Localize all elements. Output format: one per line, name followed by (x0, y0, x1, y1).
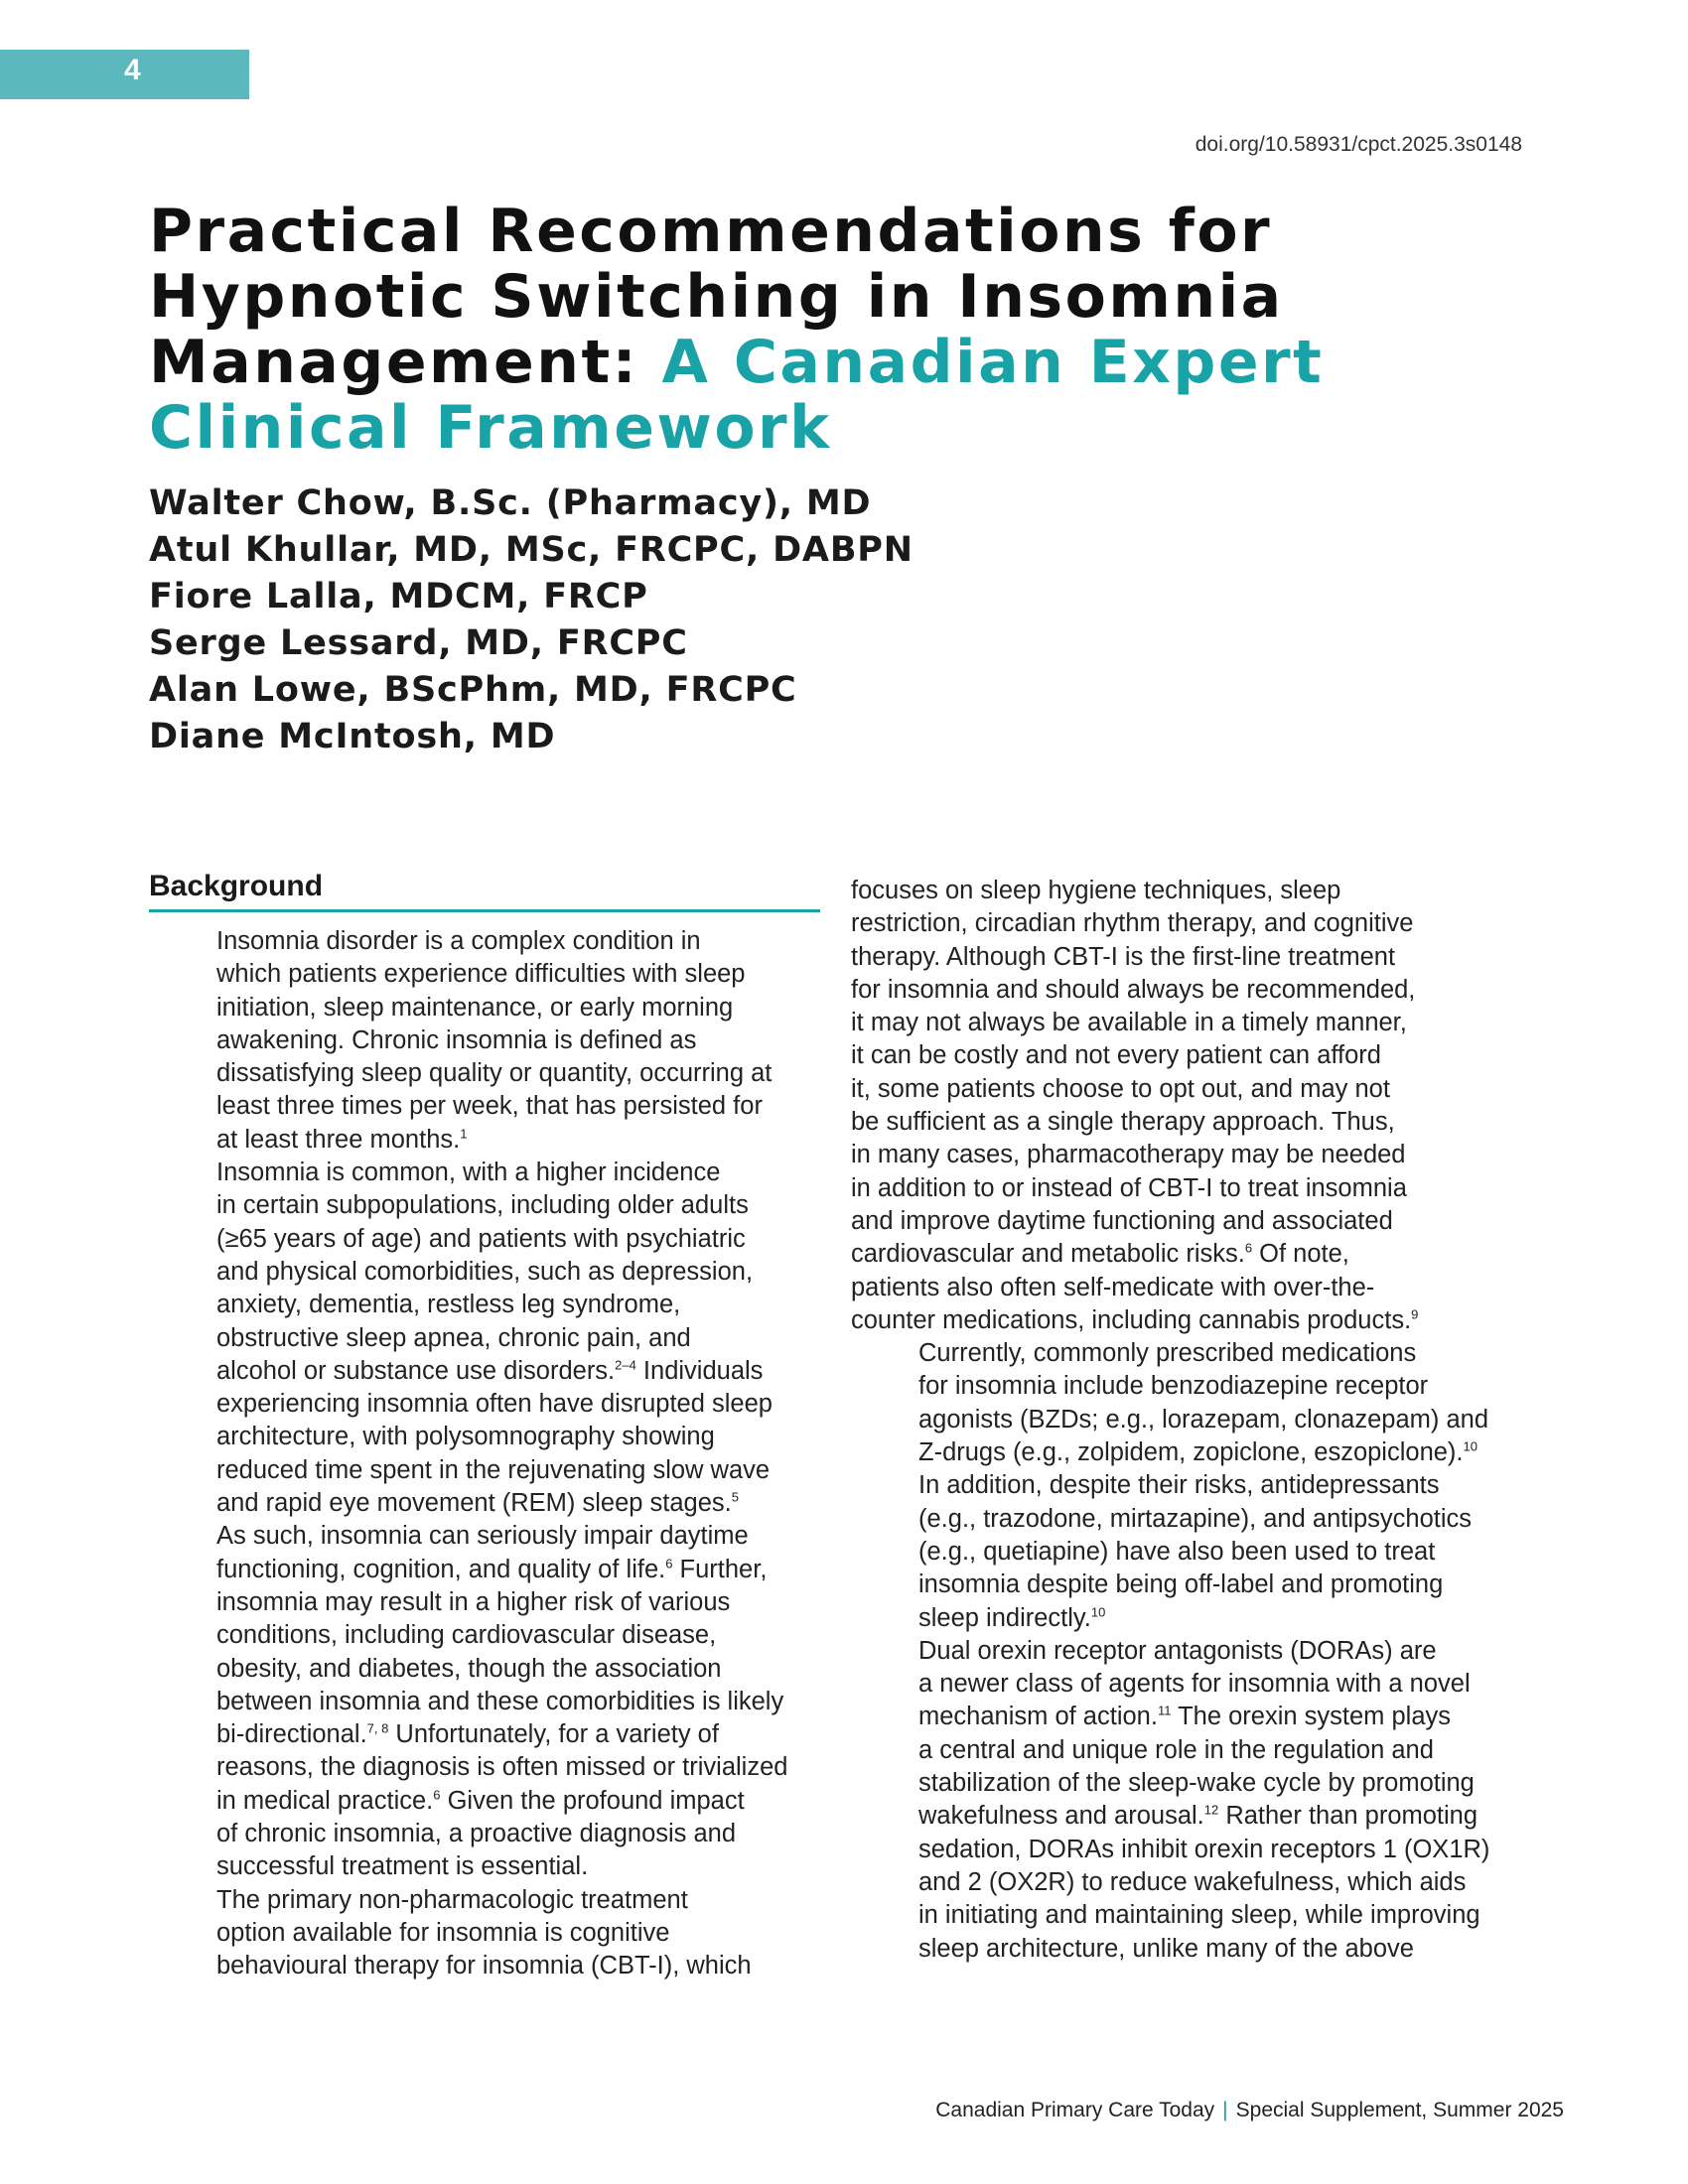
body-paragraph (149, 1157, 820, 1884)
text-line: for insomnia include benzodiazepine receptor (918, 1372, 1429, 1401)
text-line: Z-drugs (e.g., zolpidem, zopiclone, eszopiclone).$^{10}$ (918, 1438, 1477, 1467)
page-number: 4 (124, 54, 141, 86)
text-line: (≥65 years of age) and patients with psychiatric (216, 1224, 746, 1253)
body-paragraph (149, 1884, 820, 1983)
text-line: insomnia may result in a higher risk of various (216, 1587, 731, 1616)
author-name: Serge Lessard, MD, FRCPC (149, 623, 688, 663)
text-line: reasons, the diagnosis is often missed or trivialized (216, 1753, 788, 1782)
footer-separator: | (1222, 2099, 1228, 2121)
text-line: in initiating and maintaining sleep, while improving (918, 1901, 1480, 1930)
author-name: Atul Khullar, MD, MSc, FRCPC, DABPN (149, 530, 914, 570)
article-title (149, 199, 1440, 461)
citation-superscript: 6 (665, 1556, 673, 1571)
citation-superscript: 12 (1203, 1802, 1219, 1818)
text-line: obesity, and diabetes, though the association (216, 1654, 722, 1683)
body-paragraph (851, 875, 1546, 1337)
text-line: Currently, commonly prescribed medications (918, 1339, 1417, 1368)
text-line: Dual orexin receptor antagonists (DORAs) are (918, 1636, 1437, 1665)
text-line: sleep architecture, unlike many of the above (918, 1934, 1414, 1963)
title-accent: Clinical Framework (149, 393, 832, 463)
text-line: As such, insomnia can seriously impair daytime (216, 1522, 749, 1551)
text-line: least three times per week, that has persisted for (216, 1092, 763, 1121)
text-line: The primary non-pharmacologic treatment (216, 1885, 688, 1914)
author-name: Walter Chow, B.Sc. (Pharmacy), MD (149, 483, 872, 523)
text-line: (e.g., trazodone, mirtazapine), and antipsychotics (918, 1504, 1473, 1533)
text-line: therapy. Although CBT-I is the first-line treatment (851, 942, 1396, 971)
text-line: In addition, despite their risks, antidepressants (918, 1471, 1440, 1500)
text-line: it can be costly and not every patient can afford (851, 1041, 1381, 1070)
text-line: Insomnia disorder is a complex condition in (216, 927, 701, 955)
author-name: Fiore Lalla, MDCM, FRCP (149, 577, 648, 616)
text-line: successful treatment is essential. (216, 1852, 589, 1881)
text-line: mechanism of action.$^{11}$ The orexin system plays (918, 1703, 1452, 1731)
text-line: Insomnia is common, with a higher incidence (216, 1159, 721, 1187)
section-heading-background: Background (149, 868, 820, 912)
text-line: be sufficient as a single therapy approach. Thus, (851, 1108, 1395, 1137)
author-list (149, 480, 914, 760)
title-line: Management: (149, 328, 662, 397)
citation-superscript: 6 (1244, 1240, 1253, 1256)
author-name: Diane McIntosh, MD (149, 717, 556, 756)
text-line: and rapid eye movement (REM) sleep stages.$^5$ (216, 1489, 739, 1518)
citation-superscript: 6 (433, 1787, 441, 1803)
text-line: restriction, circadian rhythm therapy, and cognitive (851, 909, 1414, 938)
text-line: patients also often self-medicate with over-the- (851, 1273, 1375, 1301)
text-line: in addition to or instead of CBT-I to treat insomnia (851, 1173, 1407, 1202)
text-line: (e.g., quetiapine) have also been used to treat (918, 1537, 1436, 1566)
author-name: Alan Lowe, BScPhm, MD, FRCPC (149, 670, 797, 710)
text-line: initiation, sleep maintenance, or early morning (216, 993, 734, 1022)
citation-superscript: 1 (460, 1126, 468, 1142)
page-number-tab (0, 50, 249, 99)
text-line: dissatisfying sleep quality or quantity, occurring at (216, 1059, 773, 1088)
footer-issue: Special Supplement, Summer 2025 (1235, 2099, 1564, 2121)
title-line: Hypnotic Switching in Insomnia (149, 262, 1284, 332)
text-line: sedation, DORAs inhibit orexin receptors 1 (OX1R) (918, 1835, 1490, 1863)
text-line: behavioural therapy for insomnia (CBT-I), which (216, 1952, 752, 1980)
text-line: between insomnia and these comorbidities is likely (216, 1687, 784, 1715)
doi-link[interactable]: doi.org/10.58931/cpct.2025.3s0148 (1195, 133, 1522, 156)
text-line: a central and unique role in the regulation and (918, 1735, 1434, 1764)
footer-journal: Canadian Primary Care Today (935, 2099, 1215, 2121)
text-line: alcohol or substance use disorders.$^{2-4}$ Individuals (216, 1356, 764, 1385)
text-line: cardiovascular and metabolic risks.$^6$ Of note, (851, 1240, 1349, 1269)
text-line: conditions, including cardiovascular disease, (216, 1621, 717, 1650)
text-line: in medical practice.$^6$ Given the profound impact (216, 1786, 745, 1815)
citation-superscript: 5 (731, 1489, 739, 1505)
left-column (149, 868, 820, 1983)
text-line: sleep indirectly.$^{10}$ (918, 1603, 1106, 1632)
text-line: and improve daytime functioning and associated (851, 1206, 1393, 1235)
body-paragraph (851, 1337, 1546, 1635)
text-line: counter medications, including cannabis products.$^9$ (851, 1305, 1419, 1334)
right-column (851, 875, 1546, 1966)
text-line: option available for insomnia is cognitive (216, 1918, 670, 1947)
text-line: reduced time spent in the rejuvenating slow wave (216, 1455, 771, 1484)
text-line: awakening. Chronic insomnia is defined as (216, 1025, 697, 1054)
citation-superscript: 10 (1090, 1604, 1106, 1620)
body-paragraph (149, 925, 820, 1157)
text-line: which patients experience difficulties with sleep (216, 960, 746, 989)
citation-superscript: 10 (1463, 1438, 1477, 1454)
text-line: wakefulness and arousal.$^{12}$ Rather than promoting (918, 1802, 1478, 1831)
title-line: Practical Recommendations for (149, 197, 1273, 266)
text-line: a newer class of agents for insomnia with a novel (918, 1670, 1471, 1699)
text-line: in many cases, pharmacotherapy may be needed (851, 1141, 1406, 1169)
text-line: in certain subpopulations, including older adults (216, 1191, 749, 1220)
text-line: and 2 (OX2R) to reduce wakefulness, which aids (918, 1867, 1467, 1896)
text-line: architecture, with polysomnography showing (216, 1423, 715, 1451)
text-line: obstructive sleep apnea, chronic pain, and (216, 1323, 691, 1352)
body-paragraph (851, 1635, 1546, 1966)
text-line: at least three months.$^1$ (216, 1125, 468, 1154)
text-line: experiencing insomnia often have disrupted sleep (216, 1390, 773, 1419)
title-accent: A Canadian Expert (661, 328, 1325, 397)
text-line: it may not always be available in a timely manner, (851, 1009, 1407, 1037)
text-line: insomnia despite being off-label and promoting (918, 1570, 1444, 1599)
page-footer (935, 2099, 1564, 2122)
citation-superscript: 7, 8 (366, 1720, 389, 1736)
text-line: agonists (BZDs; e.g., lorazepam, clonazepam) and (918, 1405, 1489, 1433)
text-line: of chronic insomnia, a proactive diagnosis and (216, 1820, 737, 1848)
right-body (851, 875, 1546, 1966)
text-line: bi-directional.$^{7, 8}$ Unfortunately, for a variety of (216, 1720, 719, 1749)
citation-superscript: 11 (1157, 1703, 1172, 1718)
text-line: stabilization of the sleep-wake cycle by promoting (918, 1769, 1475, 1798)
text-line: focuses on sleep hygiene techniques, sleep (851, 877, 1341, 904)
citation-superscript: 9 (1411, 1306, 1419, 1322)
text-line: for insomnia and should always be recommended, (851, 975, 1416, 1004)
text-line: and physical comorbidities, such as depression, (216, 1257, 754, 1286)
text-line: anxiety, dementia, restless leg syndrome, (216, 1291, 681, 1319)
text-line: functioning, cognition, and quality of life.$^6$ Further, (216, 1555, 768, 1583)
citation-superscript: 2–4 (615, 1357, 636, 1373)
text-line: it, some patients choose to opt out, and may not (851, 1074, 1390, 1103)
left-body (149, 925, 820, 1983)
